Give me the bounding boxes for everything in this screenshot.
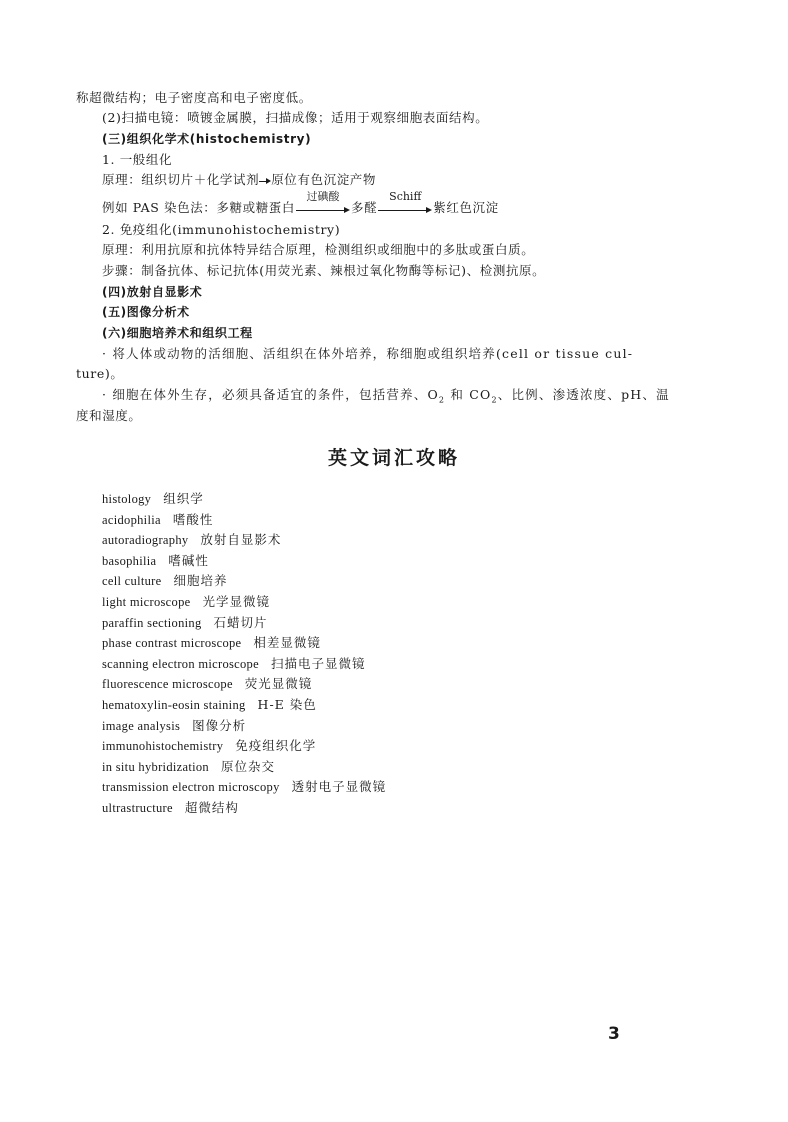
- list-item: [102, 530, 386, 551]
- term-zh: 放射自显影术: [200, 532, 282, 548]
- term-zh: 石蜡切片: [213, 614, 268, 630]
- term-en: fluorescence microscope: [102, 677, 233, 692]
- bullet-line: [102, 387, 670, 409]
- list-item: [102, 674, 386, 695]
- term-en: hematoxylin-eosin staining: [102, 697, 246, 712]
- bullet-text: 、比例、渗透浓度、pH、温: [497, 387, 670, 402]
- term-en: basophilia: [102, 553, 157, 568]
- list-item: [102, 613, 386, 634]
- term-zh: 细胞培养: [173, 573, 228, 589]
- bullet-text: 和 CO: [445, 387, 492, 402]
- term-zh: 光学显微镜: [202, 593, 270, 609]
- list-item: [102, 654, 386, 675]
- section-heading: (五)图像分析术: [102, 305, 190, 319]
- list-item: [102, 592, 386, 613]
- term-zh: 嗜酸性: [172, 511, 214, 527]
- list-item: [102, 736, 386, 757]
- list-item: [102, 777, 386, 798]
- term-en: cell culture: [102, 574, 162, 589]
- term-zh: 嗜碱性: [168, 552, 209, 568]
- term-en: in situ hybridization: [102, 759, 209, 774]
- paragraph-line: (2)扫描电镜：喷镀金属膜，扫描成像；适用于观察细胞表面结构。: [102, 110, 489, 125]
- term-en: light microscope: [102, 594, 191, 609]
- section-heading: (三)组织化学术(histochemistry): [102, 132, 312, 146]
- final-product: 紫红色沉淀: [433, 200, 499, 215]
- term-zh: 组织学: [163, 491, 204, 506]
- list-item-heading: 2. 免疫组化(immunohistochemistry): [102, 222, 341, 237]
- vocabulary-list: [102, 489, 386, 819]
- paragraph-line: [102, 172, 376, 188]
- term-zh: 图像分析: [192, 717, 247, 733]
- list-item-heading: 1. 一般组化: [102, 152, 173, 167]
- principle-result: 原位有色沉淀产物: [271, 172, 377, 187]
- paragraph-line: 步骤：制备抗体、标记抗体(用荧光素、辣根过氧化物酶等标记)、检测抗原。: [102, 263, 546, 278]
- list-item: [102, 489, 386, 510]
- subscript: 2: [491, 395, 498, 405]
- term-en: image analysis: [102, 718, 181, 733]
- list-item: [102, 695, 386, 716]
- page-number: 3: [608, 1024, 620, 1044]
- term-zh: H-E 染色: [257, 696, 317, 712]
- arrow-label: Schiff: [389, 189, 422, 203]
- term-en: phase contrast microscope: [102, 636, 242, 651]
- term-en: acidophilia: [102, 512, 161, 527]
- bullet-line: · 将人体或动物的活细胞、活组织在体外培养，称细胞或组织培养(cell or tissue cul-: [102, 346, 634, 361]
- term-zh: 相差显微镜: [253, 635, 321, 651]
- section-heading: (四)放射自显影术: [102, 285, 203, 299]
- intermediate-product: 多醛: [351, 200, 378, 215]
- list-item: [102, 633, 386, 654]
- reaction-line: [102, 189, 499, 216]
- term-zh: 免疫组织化学: [235, 738, 317, 754]
- term-zh: 超微结构: [184, 799, 239, 815]
- list-item: [102, 510, 386, 531]
- list-item: [102, 716, 386, 737]
- term-zh: 透射电子显微镜: [291, 779, 387, 795]
- list-item: [102, 798, 386, 819]
- term-en: autoradiography: [102, 533, 189, 548]
- term-en: ultrastructure: [102, 800, 173, 815]
- term-en: immunohistochemistry: [102, 739, 224, 754]
- reaction-arrow-icon: [296, 189, 350, 214]
- term-zh: 扫描电子显微镜: [270, 655, 366, 671]
- section-title: 英文词汇攻略: [327, 447, 460, 469]
- paragraph-line: 称超微结构；电子密度高和电子密度低。: [76, 90, 312, 105]
- example-text: 例如 PAS 染色法：多糖或糖蛋白: [102, 200, 296, 215]
- section-heading: (六)细胞培养术和组织工程: [102, 326, 253, 340]
- term-en: histology: [102, 492, 152, 506]
- arrow-icon: [259, 177, 271, 185]
- principle-text: 原理：组织切片＋化学试剂: [102, 172, 260, 187]
- paragraph-line: 原理：利用抗原和抗体特异结合原理，检测组织或细胞中的多肽或蛋白质。: [102, 242, 535, 257]
- term-zh: 原位杂交: [220, 758, 275, 774]
- subscript: 2: [438, 395, 446, 405]
- term-en: transmission electron microscopy: [102, 780, 280, 795]
- term-en: scanning electron microscope: [102, 656, 259, 671]
- list-item: [102, 551, 386, 572]
- reaction-arrow-icon: [378, 189, 432, 214]
- bullet-line-cont: ture)。: [76, 366, 124, 381]
- bullet-line-cont: 度和湿度。: [76, 408, 142, 423]
- arrow-label: 过碘酸: [306, 189, 340, 203]
- term-zh: 荧光显微镜: [244, 676, 313, 692]
- term-en: paraffin sectioning: [102, 615, 202, 630]
- list-item: [102, 757, 386, 778]
- bullet-text: · 细胞在体外生存，必须具备适宜的条件，包括营养、O: [102, 387, 439, 402]
- list-item: [102, 571, 386, 592]
